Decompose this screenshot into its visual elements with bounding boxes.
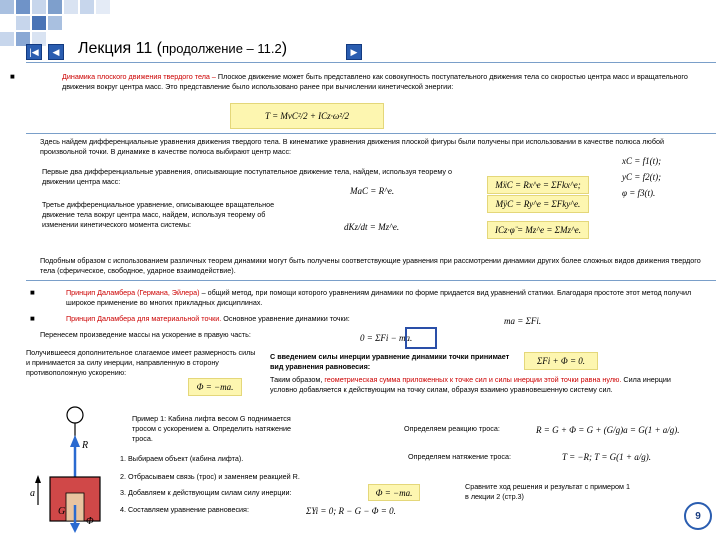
equilibrium-formula: ΣFi + Φ = 0.: [524, 352, 598, 370]
deco-square: [96, 0, 110, 14]
intro-paragraph: [62, 72, 702, 92]
translational-eq-x: MẍC = Rx^e = ΣFkx^e;: [487, 176, 589, 194]
reaction-text: Определяем реакцию троса:: [404, 424, 500, 433]
summary-rest: Сила инерции условно добавляется к действующим на точку силам, образуя взаимно уравновешенную систему сил.: [270, 375, 671, 394]
example-title: Пример 1: Кабина лифта весом G поднимается тросом с ускорением a. Определить натяжение троса.: [132, 414, 292, 443]
inertia-force-formula: Φ = −ma.: [188, 378, 242, 396]
dalembert-red-title: Принцип Даламбера (Германа, Эйлера): [66, 288, 200, 297]
moved-formula: 0 = ΣFi − ma.: [360, 333, 413, 343]
dalembert-point-red: Принцип Даламбера для материальной точки.: [66, 314, 222, 323]
deco-square: [32, 16, 46, 30]
bullet: ■: [30, 314, 35, 323]
translational-eq-y: MÿC = Ry^e = ΣFky^e.: [487, 195, 589, 213]
page-title-end: ): [281, 40, 288, 57]
section4-paragraph: Третье дифференциальное уравнение, описывающее вращательное движение тела вокруг центра масс, найдем, используя теорему об изменении кинетического момента системы:: [42, 200, 275, 229]
kinetic-moment-theorem: dKz/dt = Mz^e.: [344, 222, 400, 232]
section-divider: [26, 280, 716, 281]
reaction-formula: R = G + Φ = G + (G/g)a = G(1 + a/g).: [536, 425, 680, 435]
move-term-text: Перенесем произведение массы на ускорение в правую часть:: [40, 330, 251, 339]
deco-square: [0, 32, 14, 46]
kinetic-energy-formula: T = MvC²/2 + ICz·ω²/2: [230, 103, 384, 129]
bullet: ■: [10, 72, 15, 81]
pulley-circle: [67, 407, 83, 423]
page-number: 9: [695, 510, 701, 522]
reaction-arrowhead: [70, 435, 80, 447]
step4-formula: ΣYi = 0; R − G − Φ = 0.: [306, 506, 396, 516]
eq-xc: xC = f1(t);: [622, 156, 662, 166]
example-step3: 3. Добавляем к действующим силам силу инерции:: [120, 488, 292, 497]
section-divider: [26, 133, 716, 134]
deco-square: [0, 0, 14, 14]
deco-square: [48, 0, 62, 14]
ma-highlight-box: [405, 327, 437, 349]
rotational-eq: ICz·φ̈ = Mz^e = ΣMz^e.: [487, 221, 589, 239]
intro-text: Плоское движение может быть представлено как совокупность поступательного движения тела со скоростью центра масс и вращательного движения вокруг центра масс. Это представление было использовано ранее при вычислении кинетической энергии:: [62, 72, 688, 91]
center-mass-theorem: MaC = R^e.: [350, 186, 395, 196]
nav-prev-button[interactable]: ◀: [48, 44, 64, 60]
equilibrium-text: С введением силы инерции уравнение динамики точки принимает вид уравнения равновесия:: [270, 352, 510, 371]
example-step2: 2. Отбрасываем связь (трос) и заменяем реакцией R.: [120, 472, 300, 481]
page-title-sub: продолжение – 11.2: [162, 41, 282, 56]
eq-phi: φ = f3(t).: [622, 188, 656, 198]
summary-red: геометрическая сумма приложенных к точке сил и силы инерции этой точки равна нулю.: [324, 375, 622, 384]
deco-square: [80, 0, 94, 14]
label-a: a: [30, 488, 35, 499]
nav-first-button[interactable]: |◀: [26, 44, 42, 60]
section2-paragraph: Здесь найдем дифференциальные уравнения движения твердого тела. В кинематике уравнения движения плоской фигуры были получены при использовании в качестве полюса любой произвольной точки. В динамике в качестве полюса выбирают центр масс:: [40, 137, 664, 156]
tension-text: Определяем натяжение троса:: [408, 452, 511, 461]
step3-formula: Φ = −ma.: [368, 484, 420, 501]
gravity-arrowhead: [70, 523, 80, 533]
dalembert-point-text: Основное уравнение динамики точки:: [221, 314, 350, 323]
page-number-badge: [684, 502, 712, 530]
summary-paragraph: [270, 375, 700, 395]
section5-paragraph: Подобным образом с использованием различных теорем динамики могут быть получены соответствующие уравнения при рассмотрении динамики других более сложных видов движения твердого тела (сферическое, свободное, ударное взаимодействие).: [40, 256, 701, 275]
inertia-force-explanation: Получившееся дополнительное слагаемое имеет размерность силы и принимается за силу инерции, направленную в сторону противоположную ускорению:: [26, 348, 256, 377]
summary-prefix: Таким образом,: [270, 375, 325, 384]
header-divider: [26, 62, 716, 63]
accel-arrowhead: [35, 475, 41, 483]
dalembert-text: – общий метод, при помощи которого уравнениям динамики по форме придается вид уравнений статики. Благодаря простоте этот метод получил широкое применение во многих прикладных дисциплинах.: [66, 288, 692, 307]
dalembert-point-paragraph: [66, 314, 486, 324]
elevator-diagram: [20, 405, 115, 535]
section3-paragraph: Первые два дифференциальные уравнения, описывающие поступательное движение тела, найдем, используя теорему о движении центра масс:: [42, 167, 452, 186]
dalembert-paragraph: [66, 288, 696, 308]
deco-square: [48, 16, 62, 30]
label-Phi: Φ: [86, 516, 94, 527]
compare-note: Сравните ход решения и результат с примером 1 в лекции 2 (стр.3): [465, 482, 630, 501]
deco-square: [64, 0, 78, 14]
nav-next-button[interactable]: ▶: [346, 44, 362, 60]
newton-law-formula: ma = ΣFi.: [504, 316, 542, 326]
label-G: G: [58, 506, 66, 517]
deco-square: [16, 16, 30, 30]
bullet: ■: [30, 288, 35, 297]
label-R: R: [82, 440, 89, 451]
deco-square: [16, 0, 30, 14]
tension-formula: T = −R; T = G(1 + a/g).: [562, 452, 651, 462]
deco-square: [32, 0, 46, 14]
example-step4: 4. Составляем уравнение равновесия:: [120, 505, 249, 514]
page-title-main: Лекция 11 (: [78, 40, 162, 57]
example-step1: 1. Выбираем объект (кабина лифта).: [120, 454, 244, 463]
eq-yc: yC = f2(t);: [622, 172, 662, 182]
intro-red-text: Динамика плоского движения твердого тела –: [62, 72, 216, 81]
page-title: [78, 40, 287, 58]
